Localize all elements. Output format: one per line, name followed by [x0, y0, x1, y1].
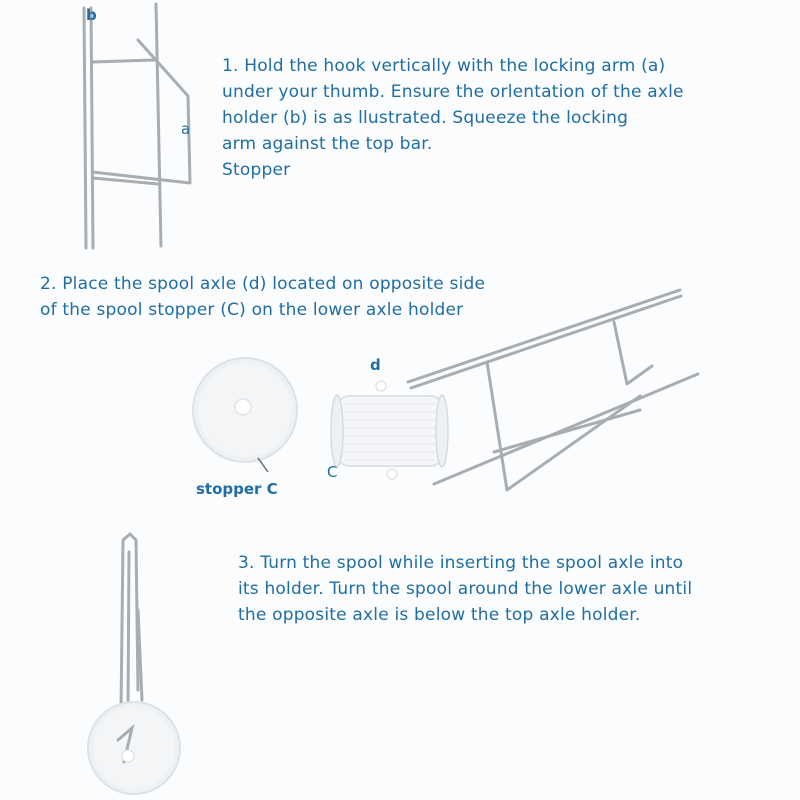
- label-a: a: [181, 120, 191, 138]
- step-1-line: holder (b) is as llustrated. Squeeze the locking: [222, 108, 629, 128]
- label-b: b: [86, 6, 97, 24]
- label-stopper: stopper C: [196, 480, 278, 498]
- label-d: d: [370, 356, 381, 374]
- step-1-line: Stopper: [222, 160, 291, 180]
- step-3-instructions: [238, 550, 692, 628]
- step-1-line: 1. Hold the hook vertically with the locking arm (a): [222, 56, 666, 76]
- spool-stopper-illustration: [193, 358, 297, 472]
- hook-with-spool-illustration: [88, 534, 180, 794]
- step-2-line: of the spool stopper (C) on the lower axle holder: [40, 300, 464, 320]
- step-2-line: 2. Place the spool axle (d) located on opposite side: [40, 274, 486, 294]
- thread-spool-illustration: [331, 381, 448, 479]
- step-1-line: under your thumb. Ensure the orlentation of the axle: [222, 82, 684, 102]
- step-1-instructions: [222, 53, 684, 183]
- hook-vertical-illustration: [84, 4, 190, 248]
- step-3-line: 3. Turn the spool while inserting the spool axle into: [238, 553, 684, 573]
- label-c: C: [327, 463, 338, 481]
- step-3-line: the opposite axle is below the top axle holder.: [238, 605, 641, 625]
- step-2-instructions: [40, 271, 485, 323]
- step-1-line: arm against the top bar.: [222, 134, 433, 154]
- step-3-line: its holder. Turn the spool around the lower axle until: [238, 579, 693, 599]
